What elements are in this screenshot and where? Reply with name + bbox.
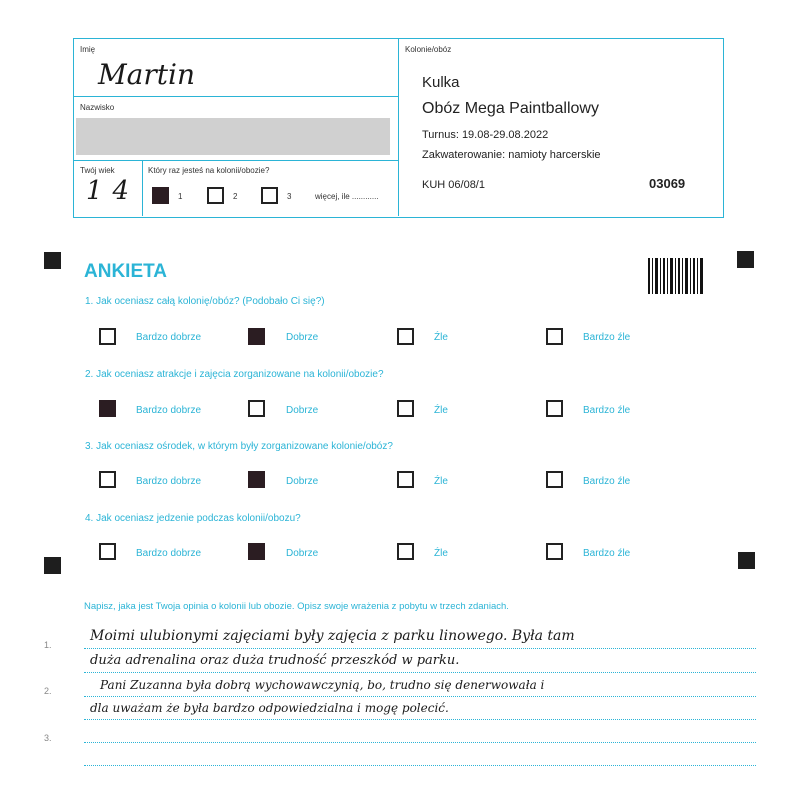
wiek-value[interactable]: 14 xyxy=(86,176,140,206)
q3-option-bardzo-dobrze-label: Bardzo dobrze xyxy=(136,476,202,487)
q4-option-bardzo-zle-label: Bardzo źle xyxy=(583,548,631,559)
question-3-text: 3. Jak oceniasz ośrodek, w którym były zorganizowane kolonie/obóz? xyxy=(85,441,393,452)
imie-label: Imię xyxy=(80,45,96,54)
q4-option-zle-label: Źle xyxy=(434,548,448,559)
answer-line-6 xyxy=(84,765,756,766)
line-number-2: 2. xyxy=(44,686,52,696)
ktory-raz-label: Który raz jesteś na kolonii/obozie? xyxy=(148,166,270,175)
question-2-text: 2. Jak oceniasz atrakcje i zajęcia zorganizowane na kolonii/obozie? xyxy=(85,369,384,380)
q2-option-bardzo-dobrze-label: Bardzo dobrze xyxy=(136,405,202,416)
q3-option-bardzo-zle-label: Bardzo źle xyxy=(583,476,631,487)
q4-option-bardzo-zle-checkbox[interactable] xyxy=(546,543,563,560)
q2-option-dobrze-checkbox[interactable] xyxy=(248,400,265,417)
q3-option-bardzo-zle-checkbox[interactable] xyxy=(546,471,563,488)
question-1-text: 1. Jak oceniasz całą kolonię/obóz? (Podobało Ci się?) xyxy=(85,296,325,307)
nazwisko-label: Nazwisko xyxy=(80,103,115,112)
answer-text-1[interactable]: Moimi ulubionymi zajęciami były zajęcia z parku linowego. Była tam xyxy=(90,628,575,644)
q1-option-bardzo-zle-checkbox[interactable] xyxy=(546,328,563,345)
q2-option-zle-checkbox[interactable] xyxy=(397,400,414,417)
q4-option-dobrze-checkbox[interactable] xyxy=(248,543,265,560)
barcode xyxy=(648,258,704,294)
line-number-1: 1. xyxy=(44,640,52,650)
answer-line-2 xyxy=(84,672,756,673)
q3-option-dobrze-label: Dobrze xyxy=(286,476,319,487)
q1-option-dobrze-checkbox[interactable] xyxy=(248,328,265,345)
q2-option-bardzo-zle-checkbox[interactable] xyxy=(546,400,563,417)
registration-mark-bottom-right xyxy=(738,552,755,569)
kod: KUH 06/08/1 xyxy=(422,179,485,191)
answer-text-2[interactable]: duża adrenalina oraz duża trudność przeszkód w parku. xyxy=(90,653,460,668)
q2-option-bardzo-zle-label: Bardzo źle xyxy=(583,405,631,416)
ktory-raz-checkbox-3[interactable] xyxy=(261,187,278,204)
turnus: Turnus: 19.08-29.08.2022 xyxy=(422,129,549,141)
q1-option-bardzo-zle-label: Bardzo źle xyxy=(583,332,631,343)
q4-option-zle-checkbox[interactable] xyxy=(397,543,414,560)
header-divider-age xyxy=(142,160,143,216)
q1-option-zle-checkbox[interactable] xyxy=(397,328,414,345)
ktory-raz-option-3: 3 xyxy=(287,192,292,201)
ktory-raz-option-1: 1 xyxy=(178,192,183,201)
imie-value[interactable]: Martin xyxy=(98,58,195,91)
ktory-raz-option-2: 2 xyxy=(233,192,238,201)
wiek-label: Twój wiek xyxy=(80,166,115,175)
answer-text-3[interactable]: Pani Zuzanna była dobrą wychowawczynią, bo, trudno się denerwowała i xyxy=(100,678,545,692)
q2-option-zle-label: Źle xyxy=(434,405,448,416)
ktory-raz-checkbox-1[interactable] xyxy=(152,187,169,204)
question-4-text: 4. Jak oceniasz jedzenie podczas kolonii/obozu? xyxy=(85,513,301,524)
q1-option-bardzo-dobrze-checkbox[interactable] xyxy=(99,328,116,345)
q2-option-bardzo-dobrze-checkbox[interactable] xyxy=(99,400,116,417)
answer-line-1 xyxy=(84,648,756,649)
q1-option-bardzo-dobrze-label: Bardzo dobrze xyxy=(136,332,202,343)
q4-option-dobrze-label: Dobrze xyxy=(286,548,319,559)
q4-option-bardzo-dobrze-label: Bardzo dobrze xyxy=(136,548,202,559)
zakwaterowanie: Zakwaterowanie: namioty harcerskie xyxy=(422,149,601,161)
answer-line-3 xyxy=(84,696,756,697)
registration-mark-bottom-left xyxy=(44,557,61,574)
ktory-raz-checkbox-2[interactable] xyxy=(207,187,224,204)
registration-mark-top-right xyxy=(737,251,754,268)
oboz-name: Obóz Mega Paintballowy xyxy=(422,100,599,117)
line-number-3: 3. xyxy=(44,733,52,743)
nazwisko-redacted xyxy=(76,118,390,155)
q3-option-zle-label: Źle xyxy=(434,476,448,487)
q1-option-zle-label: Źle xyxy=(434,332,448,343)
answer-line-5 xyxy=(84,742,756,743)
q3-option-bardzo-dobrze-checkbox[interactable] xyxy=(99,471,116,488)
header-divider-2 xyxy=(73,160,398,161)
header-divider-vertical xyxy=(398,38,399,216)
q1-option-dobrze-label: Dobrze xyxy=(286,332,319,343)
q3-option-dobrze-checkbox[interactable] xyxy=(248,471,265,488)
registration-mark-top-left xyxy=(44,252,61,269)
answer-line-4 xyxy=(84,719,756,720)
opinion-prompt: Napisz, jaka jest Twoja opinia o kolonii lub obozie. Opisz swoje wrażenia z pobytu w trzech zdaniach. xyxy=(84,601,509,612)
kolonia-name: Kulka xyxy=(422,74,460,91)
q4-option-bardzo-dobrze-checkbox[interactable] xyxy=(99,543,116,560)
kolonia-label: Kolonie/obóz xyxy=(405,45,452,54)
q3-option-zle-checkbox[interactable] xyxy=(397,471,414,488)
answer-text-4[interactable]: dla uważam że była bardzo odpowiedzialna i mogę polecić. xyxy=(90,701,449,715)
q2-option-dobrze-label: Dobrze xyxy=(286,405,319,416)
header-divider-1 xyxy=(73,96,398,97)
numer: 03069 xyxy=(649,176,686,191)
survey-title: ANKIETA xyxy=(84,261,168,282)
wiecej-label: więcej, ile ............ xyxy=(315,192,379,201)
